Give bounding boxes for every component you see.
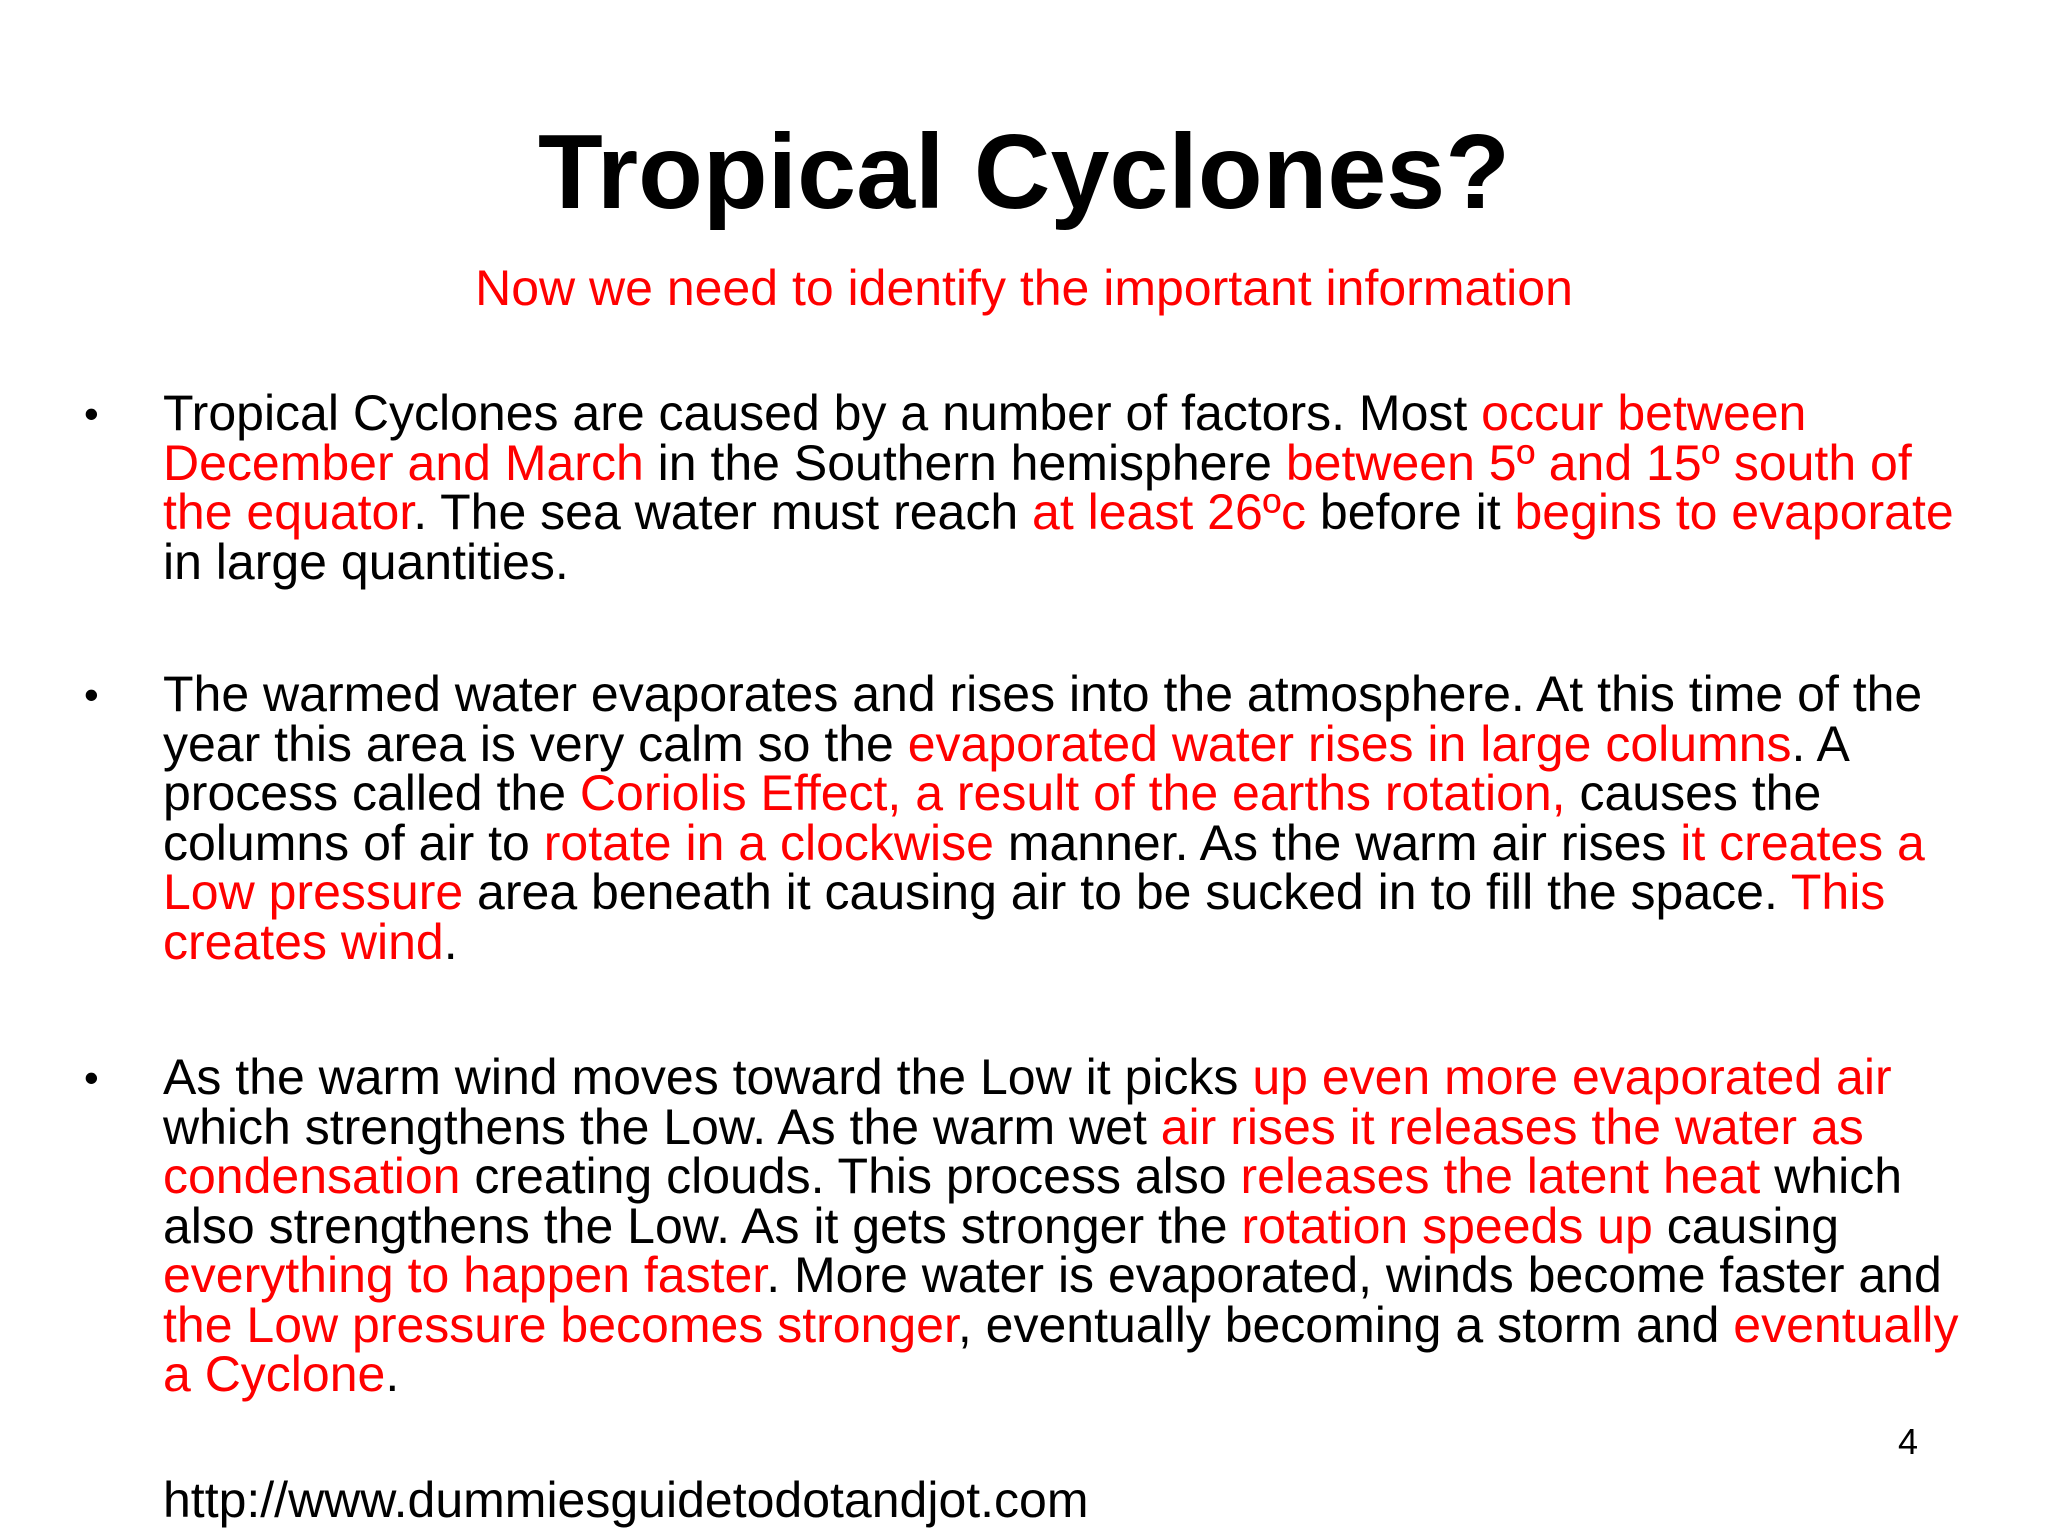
text-segment: The warmed water evaporates and rises into the atmosphere. At this time of the year this area is very calm so the — [163, 666, 1923, 772]
highlighted-phrase: begins to evaporate — [1514, 484, 1954, 540]
highlighted-phrase: rotation speeds up — [1241, 1197, 1653, 1254]
text-segment: in large quantities. — [163, 533, 569, 590]
highlighted-phrase: everything to happen faster — [163, 1247, 767, 1303]
text-segment: in the Southern hemisphere — [643, 434, 1286, 491]
highlighted-phrase: air rises it releases the water as condensation — [163, 1098, 1864, 1204]
highlighted-phrase: rotate in a clockwise — [543, 814, 994, 871]
text-segment: before it — [1306, 484, 1515, 540]
highlighted-phrase: This creates wind — [163, 864, 1886, 970]
highlighted-phrase: Coriolis Effect, a result of the earths rotation, — [579, 765, 1566, 821]
bullet-point-icon: • — [84, 390, 99, 437]
text-segment: which strengthens the Low. As the warm wet — [163, 1098, 1161, 1155]
bullet-text — [163, 666, 1963, 970]
text-segment: . A process called the — [163, 715, 1848, 821]
text-segment: which also strengthens the Low. As it gets stronger the — [163, 1148, 1903, 1254]
text-segment: area beneath it causing air to be sucked in to fill the space. — [463, 864, 1791, 920]
highlighted-phrase: the Low pressure becomes stronger — [163, 1296, 958, 1353]
slide-title: Tropical Cyclones? — [538, 113, 1510, 231]
highlighted-phrase: at least 26ºc — [1032, 484, 1307, 540]
text-segment: As the warm wind moves toward the Low it picks — [163, 1049, 1253, 1105]
text-segment: manner. As the warm air rises — [993, 814, 1681, 871]
highlighted-phrase: between 5º and 15º south of the equator — [163, 434, 1912, 540]
highlighted-phrase: up even more evaporated air — [1252, 1049, 1892, 1105]
bullet-point-icon: • — [84, 671, 99, 718]
text-segment: . — [443, 913, 458, 970]
text-segment: . The sea water must reach — [413, 484, 1033, 540]
bullet-text — [163, 1049, 1963, 1402]
text-segment: . More water is evaporated, winds become faster and — [766, 1247, 1942, 1303]
text-segment: Tropical Cyclones are caused by a number of factors. Most — [163, 385, 1482, 441]
slide-subtitle: Now we need to identify the important information — [475, 260, 1573, 316]
text-segment: , eventually becoming a storm and — [957, 1296, 1734, 1353]
footer-url: http://www.dummiesguidetodotandjot.com — [163, 1472, 1089, 1528]
highlighted-phrase: eventually a Cyclone — [163, 1296, 1959, 1402]
bullet-point-icon: • — [84, 1054, 99, 1101]
page-number: 4 — [1898, 1421, 1919, 1462]
bullet-text — [163, 385, 1963, 590]
highlighted-phrase: occur between December and March — [163, 385, 1807, 491]
text-segment: causes the columns of air to — [163, 765, 1822, 871]
text-segment: causing — [1652, 1197, 1840, 1254]
highlighted-phrase: it creates a Low pressure — [163, 814, 1925, 920]
text-segment: . — [385, 1346, 400, 1402]
highlighted-phrase: evaporated water rises in large columns — [907, 715, 1792, 772]
highlighted-phrase: releases the latent heat — [1240, 1148, 1761, 1204]
text-segment: creating clouds. This process also — [460, 1148, 1241, 1204]
